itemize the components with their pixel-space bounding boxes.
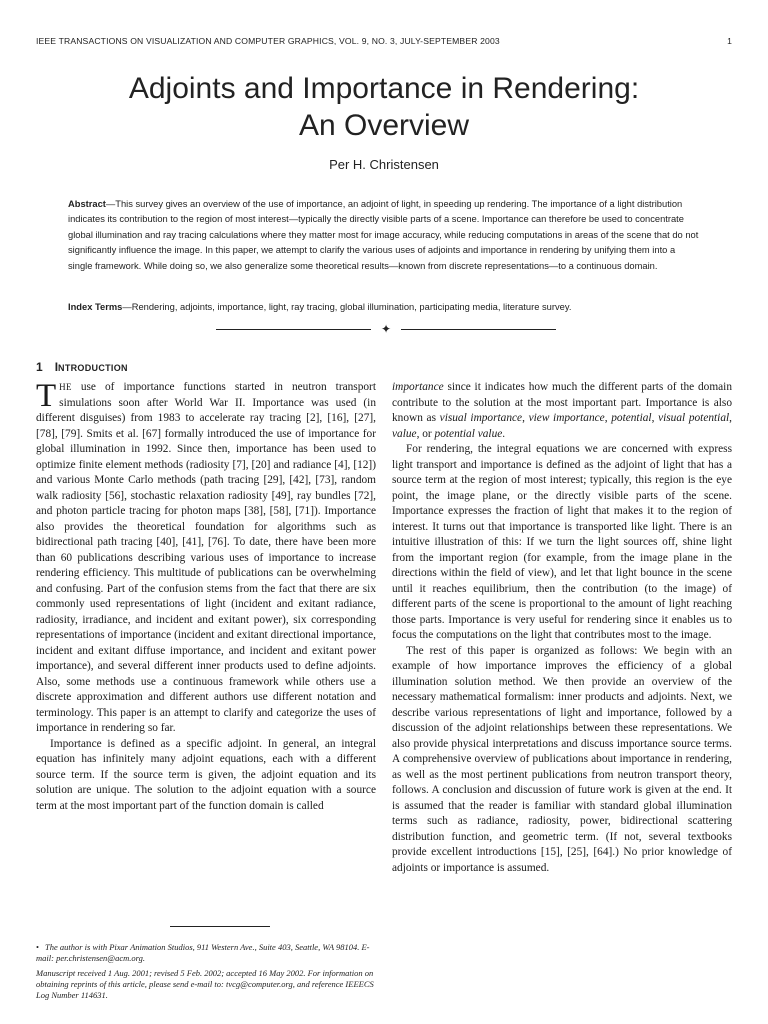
section-heading — [36, 360, 128, 374]
footnotes — [36, 942, 376, 1005]
separator: , — [604, 412, 612, 424]
paragraph — [36, 380, 376, 737]
footnote-manuscript: Manuscript received 1 Aug. 2001; revised 5 Feb. 2002; accepted 16 May 2002. For information on obtaining reprints of this article, please send e-mail to: tvcg@computer.org, and reference IEEECS Log Number 114631. — [36, 968, 374, 1000]
emphasis: potential — [611, 412, 652, 424]
paragraph — [392, 380, 732, 442]
emphasis: visual importance — [439, 412, 523, 424]
section-number: 1 — [36, 360, 43, 374]
footnote-rule — [170, 926, 270, 927]
section-divider — [216, 323, 556, 337]
running-header — [36, 36, 732, 46]
index-terms — [68, 300, 700, 315]
section-title-rest: NTRODUCTION — [58, 363, 128, 373]
footnote-author — [36, 942, 376, 964]
separator: , or — [416, 427, 435, 440]
section-title-first: I — [54, 360, 59, 374]
right-column — [392, 380, 732, 876]
title-line-2: An Overview — [298, 109, 470, 142]
left-column — [36, 380, 376, 814]
divider-line-left — [216, 329, 371, 330]
smallcaps-word: HE — [59, 382, 72, 392]
paragraph-text: since it indicates how much the different parts of the domain contribute to the solution at the most important part. Importance is also known as — [392, 381, 732, 424]
paragraph: Importance is defined as a specific adjoint. In general, an integral equation has infinitely many adjoint equations, each with a different source term. If the source term is given, the adjoint equation and its solution are unique. The solution to the adjoint equation with a source term at the most important part of the function domain is called — [36, 737, 376, 812]
index-terms-text: —Rendering, adjoints, importance, light, ray tracing, global illumination, participating media, literature survey. — [122, 302, 572, 312]
emphasis: visual potential — [658, 412, 730, 424]
paragraph-text: use of importance functions started in neutron transport simulations soon after World War II. Importance was used (in different disguises) from 1983 to accelerate ray tracing [2], [16], [27], [78], [79]. Smits et al. [67] formally introduced the use of importance for global illumination in 1992. Since then, importance has been used to optimize finite element methods (radiosity [7], [20] and radiance [4], [12]) and various Monte Carlo methods (path tracing [29], [42], [73], random walk radiosity [56], stochastic relaxation radiosity [49], ray bundles [72], and photon particle tracing for photon maps [38], [58], [71]). Importance also provides the theoretical foundation for algorithms such as bidirectional path tracing [40], [41], [76]. To date, there have been more than 60 publications describing various uses of importance to increase rendering efficiency. This multitude of publications can be overwhelming and confusing. Part of the confusion stems from the fact that there are six commonly used representations of light (incident and exitant radiance, radiosity, irradiance, and incident and exitant power), six corresponding representations of importance (incident and exitant directional importance, incident and exitant diffuse importance, and incident and exitant power importance), and several different inner products used to define adjoints. Also, some methods use a continuous framework while others use a discrete approximation and different authors use different notation and terminology. This paper is an attempt to clarify and categorize the uses of importance in rendering so far. — [36, 381, 376, 734]
emphasis: importance — [392, 381, 444, 393]
divider-line-right — [401, 329, 556, 330]
emphasis: value — [392, 427, 417, 440]
abstract-text: —This survey gives an overview of the use of importance, an adjoint of light, in speeding up rendering. The importance of a light distribution indicates its contribution to the region of most interest—typically the directly visible parts of a scene. Importance can therefore be used to concentrate global illumination and ray tracing calculations where they matter most for image accuracy, while reducing computations in areas of the scene that do not significantly influence the image. In this paper, we attempt to clarify the various uses of adjoints and importance in rendering by unifying them into a single framework. While doing so, we also generalize some theoretical results—known from discrete representations—to a continuous domain. — [68, 199, 699, 271]
paragraph: For rendering, the integral equations we are concerned with express light transport and importance is defined as the adjoint of light that has a source term at the region of most interest; typically, this region is the eye point, the image plane, or the directly visible parts of the scene. Importance expresses the fraction of light that makes it to the region of interest. It turns out that importance is transported like light. There is an intuitive illustration of this: If we turn the light sources off, shine light from the important region (for example, from the image plane in the directions within the field of view), and let that light bounce in the scene until it reaches equilibrium, then the contribution (to the image) of different parts of the scene is proportional to the amount of light reaching those parts. Importance is very useful for rendering since it enables us to focus the computations on the light that contributes most to the image. — [392, 443, 732, 641]
separator: , — [522, 412, 529, 424]
ornament-icon: ✦ — [380, 322, 392, 336]
paper-title — [0, 70, 768, 144]
emphasis: potential value — [434, 427, 503, 440]
paragraph: The rest of this paper is organized as follows: We begin with an example of how importance improves the efficiency of a global illumination solution method. We then provide an overview of the necessary mathematical formalism: inner products and adjoints. Next, we describe various representations of light and importance, followed by a discussion of the adjoint relationships between these representations. We also provide physical interpretations and discuss importance source terms. A comprehensive overview of publications about importance in rendering, as well as the most pertinent publications from neutron transport theory, follows. A conclusion and discussion of future work is given at the end. It is assumed that the reader is familiar with standard global illumination terms such as radiance, radiosity, power, bidirectional scattering distribution function, and geometric term. (If not, several textbooks provide excellent introductions [15], [25], [64].) No prior knowledge of adjoints or importance is assumed. — [392, 644, 732, 874]
author-name: Per H. Christensen — [329, 157, 439, 172]
separator: , — [651, 412, 659, 424]
abstract — [68, 197, 700, 274]
bullet-icon: • — [36, 942, 39, 952]
abstract-label: Abstract — [68, 199, 106, 209]
separator: . — [502, 427, 506, 440]
footnote-text: The author is with Pixar Animation Studios, 911 Western Ave., Suite 403, Seattle, WA 98104. E-mail: per.christensen@acm.org. — [36, 942, 370, 963]
page-number: 1 — [727, 36, 732, 46]
title-line-1: Adjoints and Importance in Rendering: — [128, 72, 640, 105]
emphasis: view importance — [528, 412, 605, 424]
drop-cap: T — [36, 378, 57, 414]
separator: , — [729, 412, 732, 424]
journal-header: IEEE TRANSACTIONS ON VISUALIZATION AND COMPUTER GRAPHICS, VOL. 9, NO. 3, JULY-SEPTEMBER 2003 — [36, 36, 500, 46]
index-terms-label: Index Terms — [68, 302, 123, 312]
